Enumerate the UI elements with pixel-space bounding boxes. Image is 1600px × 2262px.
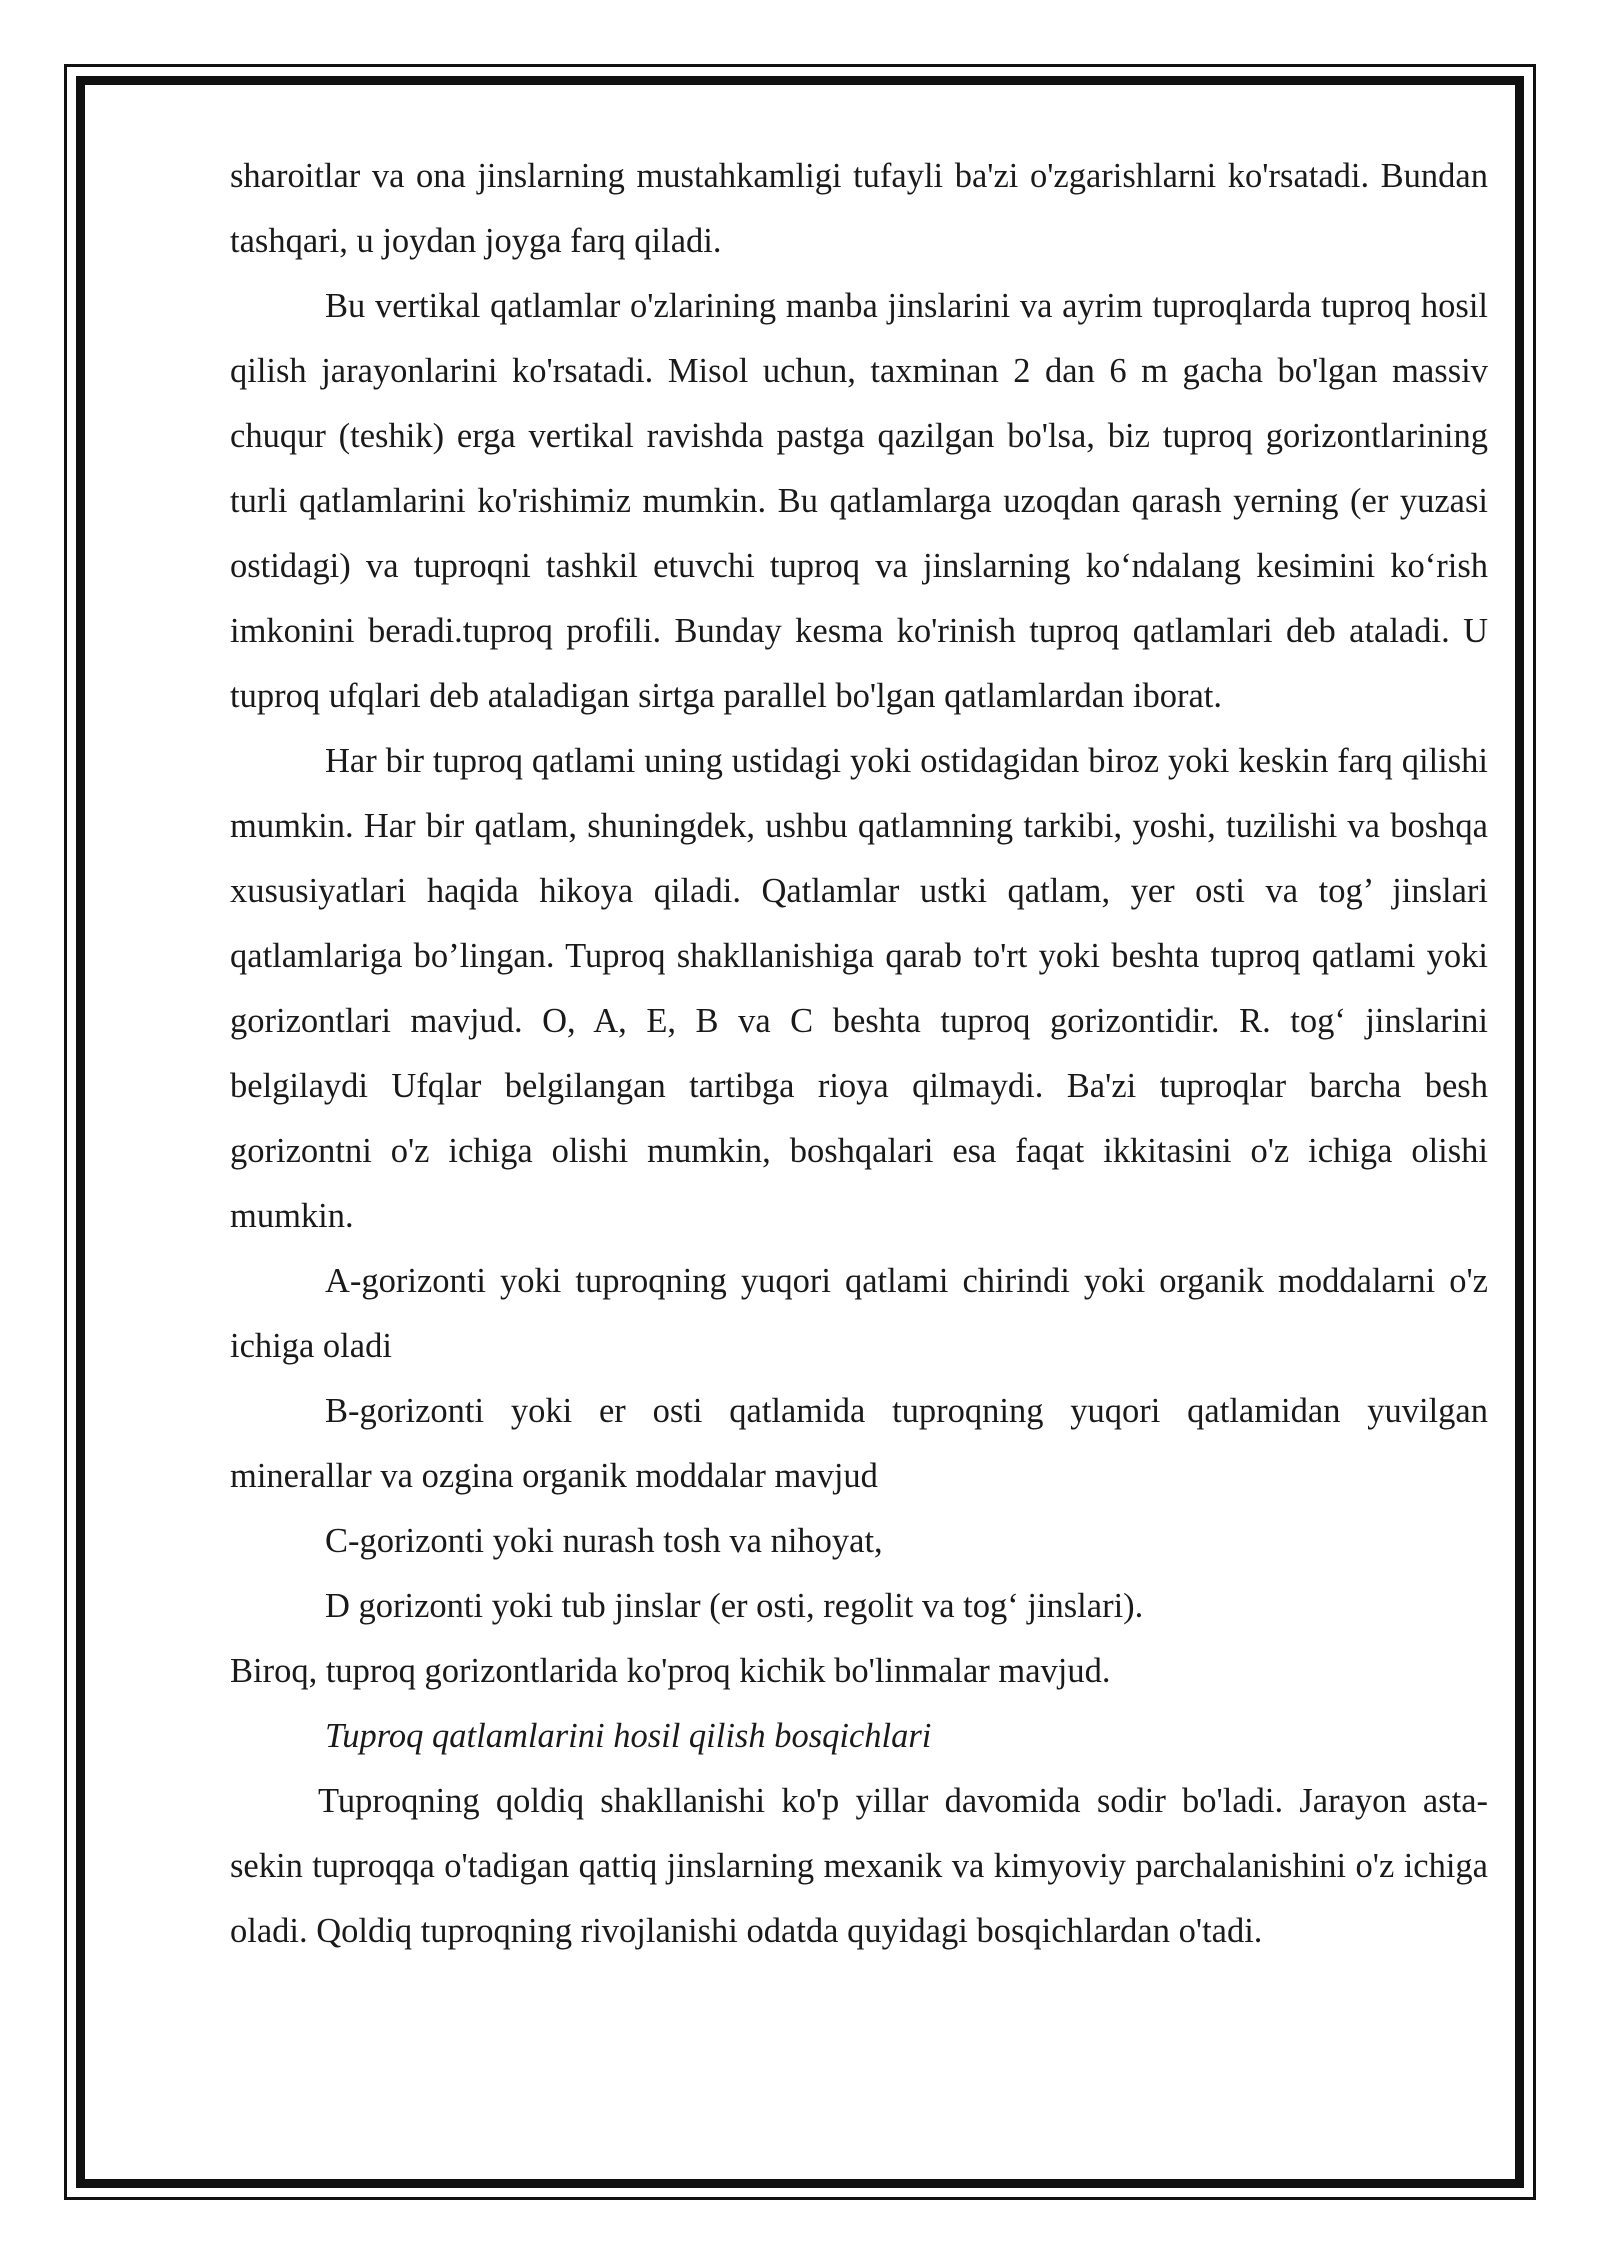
paragraph-d-horizon: D gorizonti yoki tub jinslar (er osti, regolit va tog‘ jinslari). bbox=[325, 1587, 1144, 1625]
paragraph-subdivisions: Biroq, tuproq gorizontlarida ko'proq kichik bo'linmalar mavjud. bbox=[230, 1652, 1111, 1690]
paragraph-vertical-layers: Bu vertikal qatlamlar o'zlarining manba jinslarini va ayrim tuproqlarda tuproq hosil qilish jarayonlarini ko'rsatadi. Misol uchun, taxminan 2 dan 6 m gacha bo'lgan massiv chuqur (teshik) erga vertikal ravishda pastga qazilgan bo'lsa, biz tuproq gorizontlarining turli qatlamlarini ko'rishimiz mumkin. Bu qatlamlarga uzoqdan qarash yerning (er yuzasi ostidagi) va tuproqni tashkil etuvchi tuproq va jinslarning ko‘ndalang kesimini ko‘rish imkonini beradi.tuproq profili. Bunday kesma ko'rinish tuproq qatlamlari deb ataladi. U tuproq ufqlari deb ataladigan sirtga parallel bo'lgan qatlamlardan iborat. bbox=[230, 287, 1488, 715]
paragraph-continuation: sharoitlar va ona jinslarning mustahkamligi tufayli ba'zi o'zgarishlarni ko'rsatadi. Bundan tashqari, u joydan joyga farq qiladi. bbox=[230, 157, 1488, 260]
paragraph-a-horizon: A-gorizonti yoki tuproqning yuqori qatlami chirindi yoki organik moddalarni o'z ichiga oladi bbox=[230, 1262, 1488, 1365]
paragraph-soil-layers: Har bir tuproq qatlami uning ustidagi yoki ostidagidan biroz yoki keskin farq qilishi mumkin. Har bir qatlam, shuningdek, ushbu qatlamning tarkibi, yoshi, tuzilishi va boshqa xususiyatlari haqida hikoya qiladi. Qatlamlar ustki qatlam, yer osti va tog’ jinslari qatlamlariga bo’lingan. Tuproq shakllanishiga qarab to'rt yoki beshta tuproq qatlami yoki gorizontlari mavjud. O, A, E, B va C beshta tuproq gorizontidir. R. tog‘ jinslarini belgilaydi Ufqlar belgilangan tartibga rioya qilmaydi. Ba'zi tuproqlar barcha besh gorizontni o'z ichiga olishi mumkin, boshqalari esa faqat ikkitasini o'z ichiga olishi mumkin. bbox=[230, 742, 1488, 1235]
paragraph-b-horizon: B-gorizonti yoki er osti qatlamida tuproqning yuqori qatlamidan yuvilgan minerallar va ozgina organik moddalar mavjud bbox=[230, 1392, 1488, 1495]
paragraph-c-horizon: C-gorizonti yoki nurash tosh va nihoyat, bbox=[325, 1522, 883, 1560]
section-heading-formation-stages: Tuproq qatlamlarini hosil qilish bosqichlari bbox=[325, 1717, 932, 1755]
document-body bbox=[230, 144, 1488, 1964]
paragraph-formation-process: Tuproqning qoldiq shakllanishi ko'p yillar davomida sodir bo'ladi. Jarayon asta-sekin tuproqqa o'tadigan qattiq jinslarning mexanik va kimyoviy parchalanishini o'z ichiga oladi. Qoldiq tuproqning rivojlanishi odatda quyidagi bosqichlardan o'tadi. bbox=[230, 1782, 1488, 1950]
